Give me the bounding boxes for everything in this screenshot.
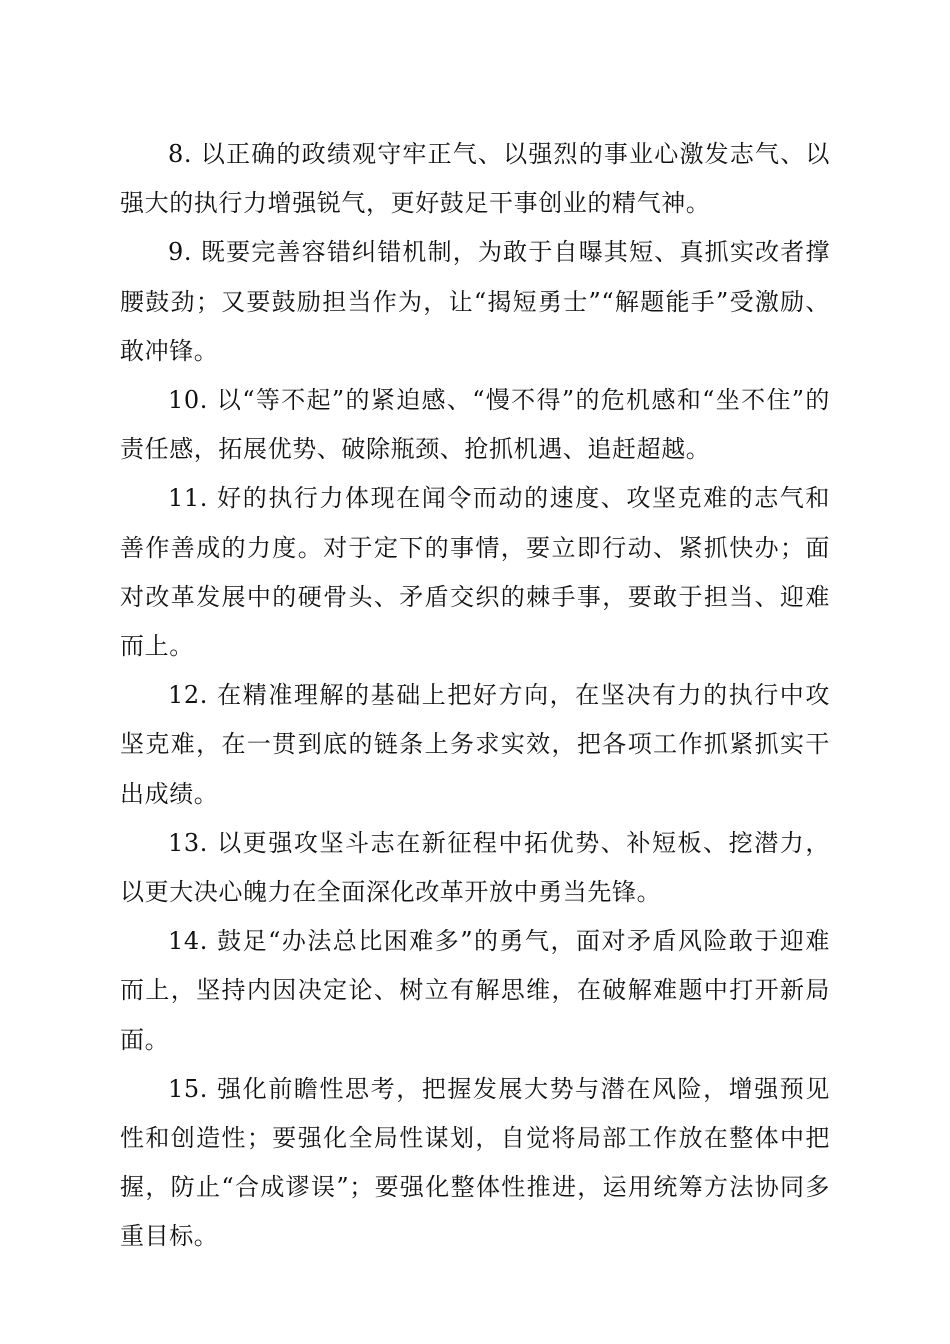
paragraph-14: 14. 鼓足“办法总比困难多”的勇气，面对矛盾风险敢于迎难而上，坚持内因决定论、树立有解思维，在破解难题中打开新局面。 (120, 927, 830, 1054)
document-body (120, 130, 830, 1262)
paragraph-11: 11. 好的执行力体现在闻令而动的速度、攻坚克难的志气和善作善成的力度。对于定下的事情，要立即行动、紧抓快办；面对改革发展中的硬骨头、矛盾交织的棘手事，要敢于担当、迎难而上。 (120, 484, 830, 661)
paragraph-12: 12. 在精准理解的基础上把好方向，在坚决有力的执行中攻坚克难，在一贯到底的链条上务求实效，把各项工作抓紧抓实干出成绩。 (120, 681, 830, 808)
paragraph-10: 10. 以“等不起”的紧迫感、“慢不得”的危机感和“坐不住”的责任感，拓展优势、破除瓶颈、抢抓机遇、追赶超越。 (120, 386, 830, 464)
paragraph-15: 15. 强化前瞻性思考，把握发展大势与潜在风险，增强预见性和创造性；要强化全局性谋划，自觉将局部工作放在整体中把握，防止“合成谬误”；要强化整体性推进，运用统筹方法协同多重目标。 (120, 1074, 830, 1251)
paragraph-8: 8. 以正确的政绩观守牢正气、以强烈的事业心激发志气、以强大的执行力增强锐气，更好鼓足干事创业的精气神。 (120, 140, 830, 218)
paragraph-13: 13. 以更强攻坚斗志在新征程中拓优势、补短板、挖潜力，以更大决心魄力在全面深化改革开放中勇当先锋。 (120, 828, 830, 907)
paragraph-9: 9. 既要完善容错纠错机制，为敢于自曝其短、真抓实改者撑腰鼓劲；又要鼓励担当作为，让“揭短勇士”“解题能手”受激励、敢冲锋。 (120, 238, 830, 365)
